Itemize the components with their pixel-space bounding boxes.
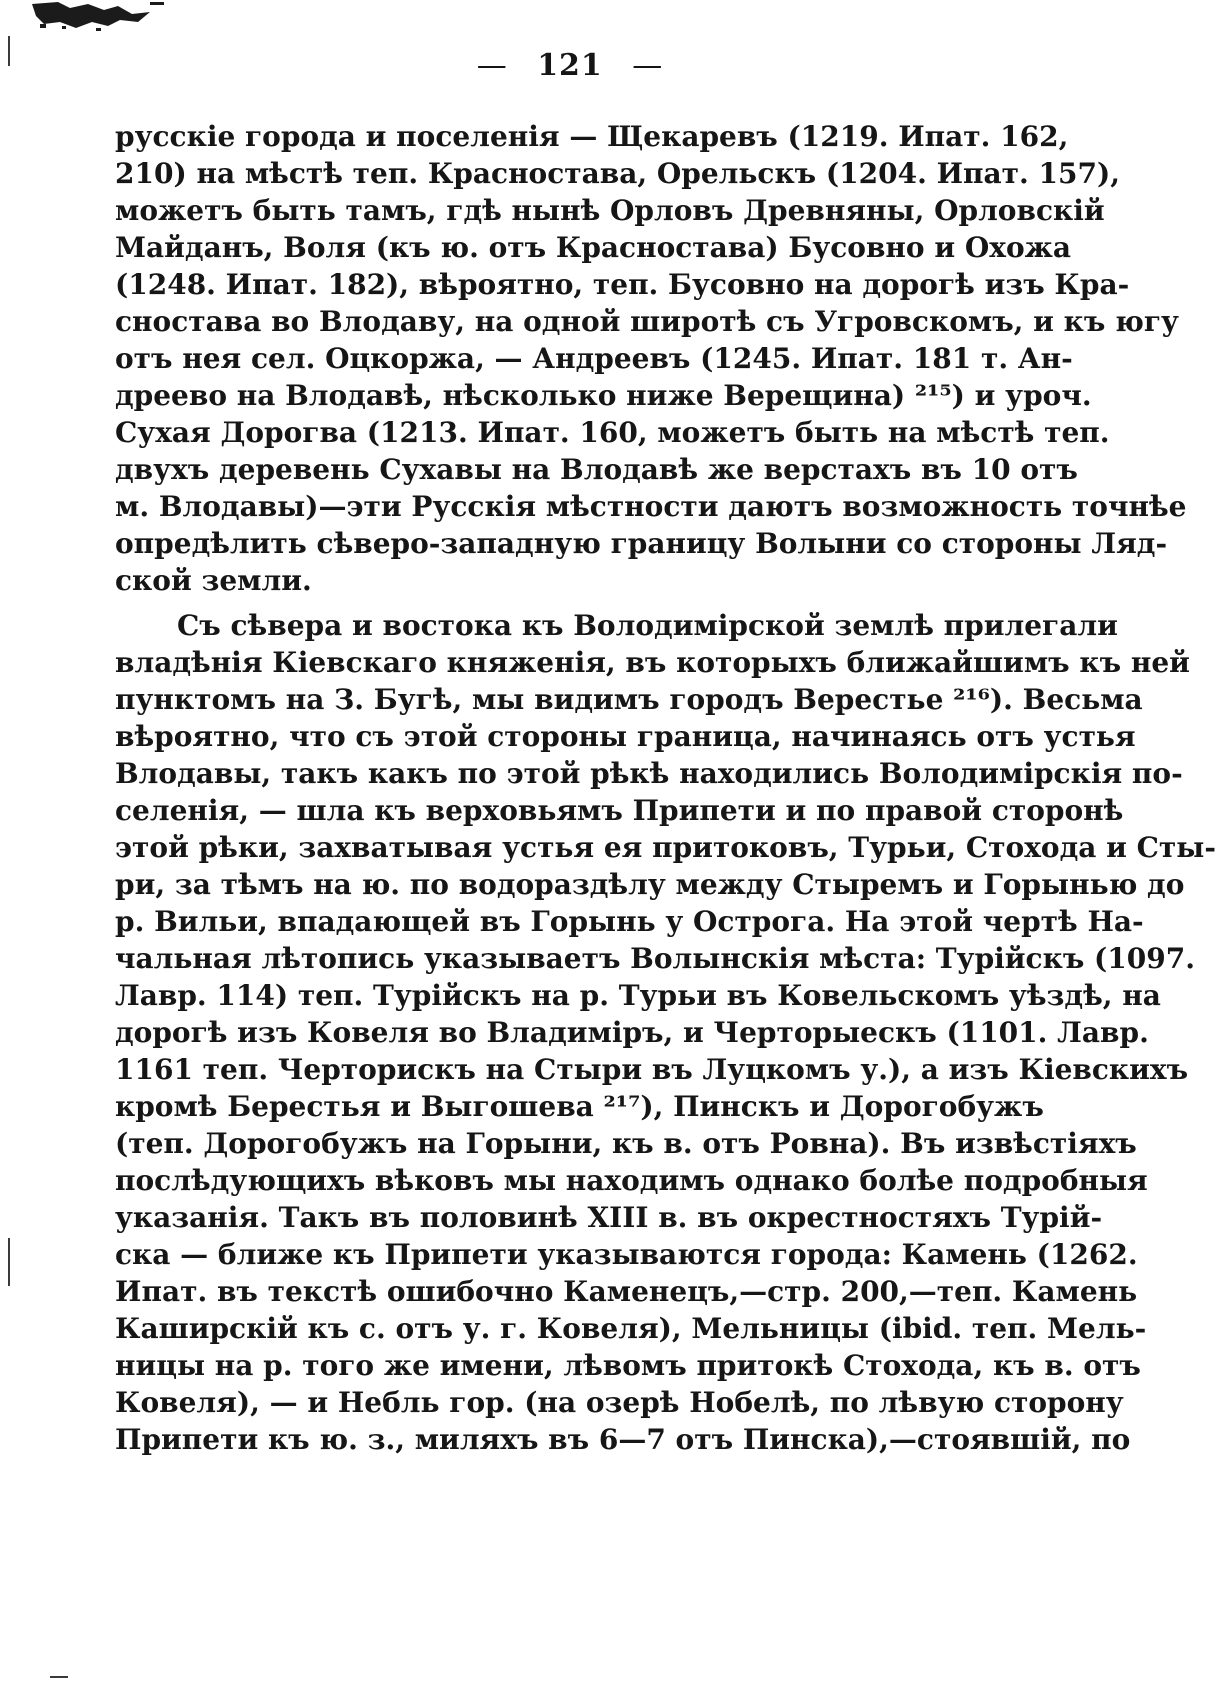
body-text: [115, 118, 1216, 1458]
text-line: сностава во Влодаву, на одной широтѣ съ Угровскомъ, и къ югу: [115, 305, 1179, 338]
page-number-header: [0, 48, 1140, 83]
page-edge-mark-middle: [8, 1238, 10, 1286]
page-number: 121: [537, 48, 603, 83]
text-line: пунктомъ на З. Бугѣ, мы видимъ городъ Верестье ²¹⁶). Весьма: [115, 683, 1143, 716]
text-line: чальная лѣтопись указываетъ Волынскія мѣста: Турійскъ (1097.: [115, 942, 1195, 975]
text-line: Сухая Дорогва (1213. Ипат. 160, можетъ быть на мѣстѣ теп.: [115, 416, 1110, 449]
text-line: отъ нея сел. Оцкоржа, — Андреевъ (1245. Ипат. 181 т. Ан-: [115, 342, 1073, 375]
text-line: ской земли.: [115, 564, 312, 597]
text-line: послѣдующихъ вѣковъ мы находимъ однако болѣе подробныя: [115, 1164, 1148, 1197]
text-line: Влодавы, такъ какъ по этой рѣкѣ находились Володимірскія по-: [115, 757, 1183, 790]
ink-blot-mark: [0, 0, 175, 48]
text-line: опредѣлить сѣверо-западную границу Волыни со стороны Ляд-: [115, 527, 1168, 560]
text-line: дорогѣ изъ Ковеля во Владиміръ, и Черторыескъ (1101. Лавр.: [115, 1016, 1149, 1049]
text-line: р. Вильи, впадающей въ Горынь у Острога. На этой чертѣ На-: [115, 905, 1144, 938]
text-line: двухъ деревень Сухавы на Влодавѣ же верстахъ въ 10 отъ: [115, 453, 1078, 486]
text-line: ри, за тѣмъ на ю. по водораздѣлу между Стыремъ и Горынью до: [115, 868, 1185, 901]
paragraph-gap: [115, 599, 1010, 607]
text-line: русскіе города и поселенія — Щекаревъ (1219. Ипат. 162,: [115, 120, 1069, 153]
text-line: Майданъ, Воля (къ ю. отъ Красностава) Бусовно и Охожа: [115, 231, 1072, 264]
text-line: этой рѣки, захватывая устья ея притоковъ, Турьи, Стохода и Сты-: [115, 831, 1216, 864]
text-line: владѣнія Кіевскаго княженія, въ которыхъ ближайшимъ къ ней: [115, 646, 1190, 679]
text-line: Съ сѣвера и востока къ Володимірской землѣ прилегали: [177, 609, 1118, 642]
text-line: кромѣ Берестья и Выгошева ²¹⁷), Пинскъ и Дорогобужъ: [115, 1090, 1044, 1123]
text-line: (1248. Ипат. 182), вѣроятно, теп. Бусовно на дорогѣ изъ Кра-: [115, 268, 1130, 301]
text-line: Припети къ ю. з., миляхъ въ 6—7 отъ Пинска),—стоявшій, по: [115, 1423, 1131, 1456]
paragraph-2: [115, 607, 1216, 1458]
text-line: Лавр. 114) теп. Турійскъ на р. Турьи въ Ковельскомъ уѣздѣ, на: [115, 979, 1161, 1012]
text-line: (теп. Дорогобужъ на Горыни, къ в. отъ Ровна). Въ извѣстіяхъ: [115, 1127, 1137, 1160]
paragraph-1: [115, 118, 1187, 599]
text-line: можетъ быть тамъ, гдѣ нынѣ Орловъ Древняны, Орловскій: [115, 194, 1105, 227]
text-line: 210) на мѣстѣ теп. Красностава, Орельскъ (1204. Ипат. 157),: [115, 157, 1120, 190]
text-line: ска — ближе къ Припети указываются города: Камень (1262.: [115, 1238, 1138, 1271]
text-line: Ипат. въ текстѣ ошибочно Каменецъ,—стр. 200,—теп. Камень: [115, 1275, 1138, 1308]
text-line: м. Влодавы)—эти Русскія мѣстности даютъ возможность точнѣе: [115, 490, 1187, 523]
text-line: указанія. Такъ въ половинѣ XIII в. въ окрестностяхъ Турій-: [115, 1201, 1103, 1234]
text-line: вѣроятно, что съ этой стороны граница, начинаясь отъ устья: [115, 720, 1136, 753]
text-line: селенія, — шла къ верховьямъ Припети и по правой сторонѣ: [115, 794, 1124, 827]
text-line: Каширскій къ с. отъ у. г. Ковеля), Мельницы (ibid. теп. Мель-: [115, 1312, 1147, 1345]
text-line: 1161 теп. Черторискъ на Стыри въ Луцкомъ у.), а изъ Кіевскихъ: [115, 1053, 1189, 1086]
text-line: Ковеля), — и Небль гор. (на озерѣ Нобелѣ, по лѣвую сторону: [115, 1386, 1124, 1419]
text-line: ницы на р. того же имени, лѣвомъ притокѣ Стохода, къ в. отъ: [115, 1349, 1141, 1382]
page-number-dash-right: —: [632, 48, 664, 83]
text-line: дреево на Влодавѣ, нѣсколько ниже Верещина) ²¹⁵) и уроч.: [115, 379, 1092, 412]
page-edge-mark-bottom: [50, 1676, 68, 1678]
page-number-dash-left: —: [476, 48, 508, 83]
